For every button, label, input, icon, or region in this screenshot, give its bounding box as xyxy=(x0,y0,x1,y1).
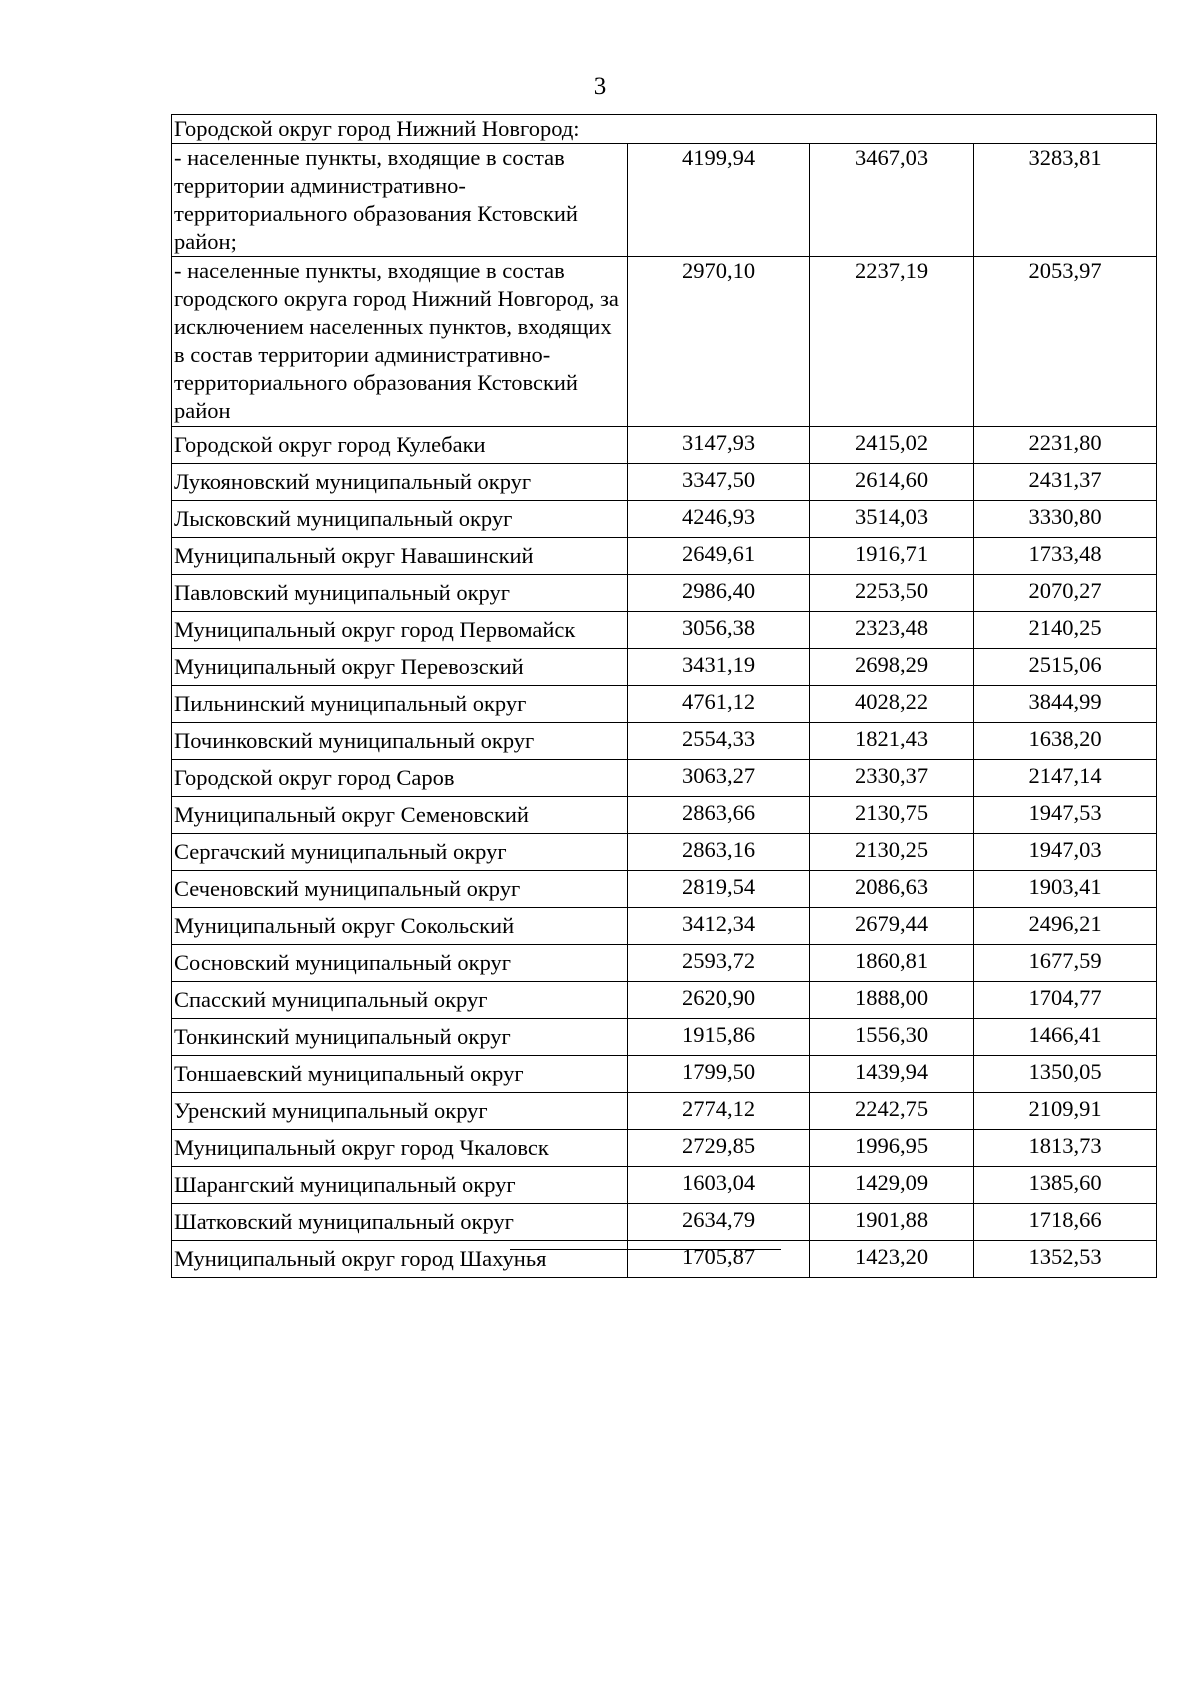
value-cell: 3347,50 xyxy=(628,464,810,501)
row-name-cell: Сергачский муниципальный округ xyxy=(172,834,628,871)
value-cell: 2130,75 xyxy=(810,797,974,834)
table-row xyxy=(172,723,1157,760)
row-name-cell: Муниципальный округ город Чкаловск xyxy=(172,1130,628,1167)
value-cell: 1603,04 xyxy=(628,1167,810,1204)
value-cell: 3412,34 xyxy=(628,908,810,945)
table-row xyxy=(172,686,1157,723)
value-cell: 1466,41 xyxy=(974,1019,1157,1056)
row-name-cell: Муниципальный округ город Первомайск xyxy=(172,612,628,649)
table-row xyxy=(172,871,1157,908)
table-row xyxy=(172,945,1157,982)
row-name-cell: - населенные пункты, входящие в состав городского округа город Нижний Новгород, за исключением населенных пунктов, входящих в состав территории административно-территориального образования Кстовский район xyxy=(172,257,628,427)
table-row xyxy=(172,1167,1157,1204)
value-cell: 1385,60 xyxy=(974,1167,1157,1204)
value-cell: 1947,03 xyxy=(974,834,1157,871)
value-cell: 4199,94 xyxy=(628,144,810,257)
value-cell: 1916,71 xyxy=(810,538,974,575)
value-cell: 2515,06 xyxy=(974,649,1157,686)
value-cell: 2147,14 xyxy=(974,760,1157,797)
value-cell: 2086,63 xyxy=(810,871,974,908)
value-cell: 2698,29 xyxy=(810,649,974,686)
table-row xyxy=(172,1241,1157,1278)
row-name-cell: Спасский муниципальный округ xyxy=(172,982,628,1019)
value-cell: 2634,79 xyxy=(628,1204,810,1241)
value-cell: 3330,80 xyxy=(974,501,1157,538)
table-row xyxy=(172,427,1157,464)
value-cell: 2970,10 xyxy=(628,257,810,427)
table-row xyxy=(172,834,1157,871)
table-row xyxy=(172,612,1157,649)
value-cell: 1705,87 xyxy=(628,1241,810,1278)
table-row xyxy=(172,908,1157,945)
row-name-cell: Лысковский муниципальный округ xyxy=(172,501,628,538)
value-cell: 2729,85 xyxy=(628,1130,810,1167)
value-cell: 1352,53 xyxy=(974,1241,1157,1278)
value-cell: 2431,37 xyxy=(974,464,1157,501)
value-cell: 3844,99 xyxy=(974,686,1157,723)
value-cell: 2774,12 xyxy=(628,1093,810,1130)
value-cell: 1718,66 xyxy=(974,1204,1157,1241)
group-header-row xyxy=(172,115,1157,144)
end-of-document-line xyxy=(510,1249,781,1250)
value-cell: 1901,88 xyxy=(810,1204,974,1241)
table-row xyxy=(172,464,1157,501)
row-name-cell: Павловский муниципальный округ xyxy=(172,575,628,612)
value-cell: 3056,38 xyxy=(628,612,810,649)
value-cell: 2415,02 xyxy=(810,427,974,464)
value-cell: 1947,53 xyxy=(974,797,1157,834)
value-cell: 2140,25 xyxy=(974,612,1157,649)
value-cell: 1556,30 xyxy=(810,1019,974,1056)
value-cell: 1638,20 xyxy=(974,723,1157,760)
value-cell: 2819,54 xyxy=(628,871,810,908)
page-number: 3 xyxy=(593,73,607,100)
value-cell: 1821,43 xyxy=(810,723,974,760)
value-cell: 2554,33 xyxy=(628,723,810,760)
table-body xyxy=(172,115,1157,1278)
value-cell: 4761,12 xyxy=(628,686,810,723)
value-cell: 2323,48 xyxy=(810,612,974,649)
row-name-cell: Городской округ город Саров xyxy=(172,760,628,797)
row-name-cell: Тоншаевский муниципальный округ xyxy=(172,1056,628,1093)
table-row xyxy=(172,575,1157,612)
value-cell: 1903,41 xyxy=(974,871,1157,908)
row-name-cell: Муниципальный округ Перевозский xyxy=(172,649,628,686)
value-cell: 1429,09 xyxy=(810,1167,974,1204)
table-row xyxy=(172,1204,1157,1241)
value-cell: 1423,20 xyxy=(810,1241,974,1278)
row-name-cell: Сеченовский муниципальный округ xyxy=(172,871,628,908)
value-cell: 2237,19 xyxy=(810,257,974,427)
value-cell: 2231,80 xyxy=(974,427,1157,464)
table-row xyxy=(172,797,1157,834)
value-cell: 1813,73 xyxy=(974,1130,1157,1167)
value-cell: 2053,97 xyxy=(974,257,1157,427)
row-name-cell: Муниципальный округ Сокольский xyxy=(172,908,628,945)
value-cell: 1733,48 xyxy=(974,538,1157,575)
row-name-cell: Починковский муниципальный округ xyxy=(172,723,628,760)
row-name-cell: Муниципальный округ Семеновский xyxy=(172,797,628,834)
value-cell: 2330,37 xyxy=(810,760,974,797)
table-row xyxy=(172,501,1157,538)
row-name-cell: Лукояновский муниципальный округ xyxy=(172,464,628,501)
table-row xyxy=(172,982,1157,1019)
row-name-cell: Шарангский муниципальный округ xyxy=(172,1167,628,1204)
table-row xyxy=(172,760,1157,797)
value-cell: 2679,44 xyxy=(810,908,974,945)
value-cell: 2109,91 xyxy=(974,1093,1157,1130)
value-cell: 1799,50 xyxy=(628,1056,810,1093)
row-name-cell: Муниципальный округ Навашинский xyxy=(172,538,628,575)
value-cell: 3147,93 xyxy=(628,427,810,464)
table-row xyxy=(172,1130,1157,1167)
value-cell: 1350,05 xyxy=(974,1056,1157,1093)
value-cell: 3063,27 xyxy=(628,760,810,797)
value-cell: 4246,93 xyxy=(628,501,810,538)
value-cell: 2863,66 xyxy=(628,797,810,834)
group-header-cell: Городской округ город Нижний Новгород: xyxy=(172,115,1157,144)
row-name-cell: Уренский муниципальный округ xyxy=(172,1093,628,1130)
tariff-table xyxy=(171,114,1157,1278)
value-cell: 3283,81 xyxy=(974,144,1157,257)
table-row xyxy=(172,538,1157,575)
table-row xyxy=(172,1019,1157,1056)
value-cell: 2863,16 xyxy=(628,834,810,871)
table-row xyxy=(172,1093,1157,1130)
value-cell: 4028,22 xyxy=(810,686,974,723)
row-name-cell: Пильнинский муниципальный округ xyxy=(172,686,628,723)
value-cell: 2620,90 xyxy=(628,982,810,1019)
table-row xyxy=(172,1056,1157,1093)
value-cell: 3467,03 xyxy=(810,144,974,257)
row-name-cell: Городской округ город Кулебаки xyxy=(172,427,628,464)
value-cell: 1915,86 xyxy=(628,1019,810,1056)
value-cell: 2614,60 xyxy=(810,464,974,501)
row-name-cell: Шатковский муниципальный округ xyxy=(172,1204,628,1241)
value-cell: 1996,95 xyxy=(810,1130,974,1167)
value-cell: 3514,03 xyxy=(810,501,974,538)
value-cell: 2649,61 xyxy=(628,538,810,575)
value-cell: 1704,77 xyxy=(974,982,1157,1019)
row-name-cell: - населенные пункты, входящие в состав территории административно-территориального образования Кстовский район; xyxy=(172,144,628,257)
value-cell: 2070,27 xyxy=(974,575,1157,612)
row-name-cell: Сосновский муниципальный округ xyxy=(172,945,628,982)
value-cell: 2496,21 xyxy=(974,908,1157,945)
value-cell: 2242,75 xyxy=(810,1093,974,1130)
row-name-cell: Тонкинский муниципальный округ xyxy=(172,1019,628,1056)
value-cell: 2130,25 xyxy=(810,834,974,871)
value-cell: 1888,00 xyxy=(810,982,974,1019)
value-cell: 2986,40 xyxy=(628,575,810,612)
row-name-cell: Муниципальный округ город Шахунья xyxy=(172,1241,628,1278)
table-row xyxy=(172,257,1157,427)
value-cell: 2253,50 xyxy=(810,575,974,612)
value-cell: 3431,19 xyxy=(628,649,810,686)
value-cell: 2593,72 xyxy=(628,945,810,982)
value-cell: 1677,59 xyxy=(974,945,1157,982)
table-row xyxy=(172,144,1157,257)
table-row xyxy=(172,649,1157,686)
value-cell: 1439,94 xyxy=(810,1056,974,1093)
value-cell: 1860,81 xyxy=(810,945,974,982)
